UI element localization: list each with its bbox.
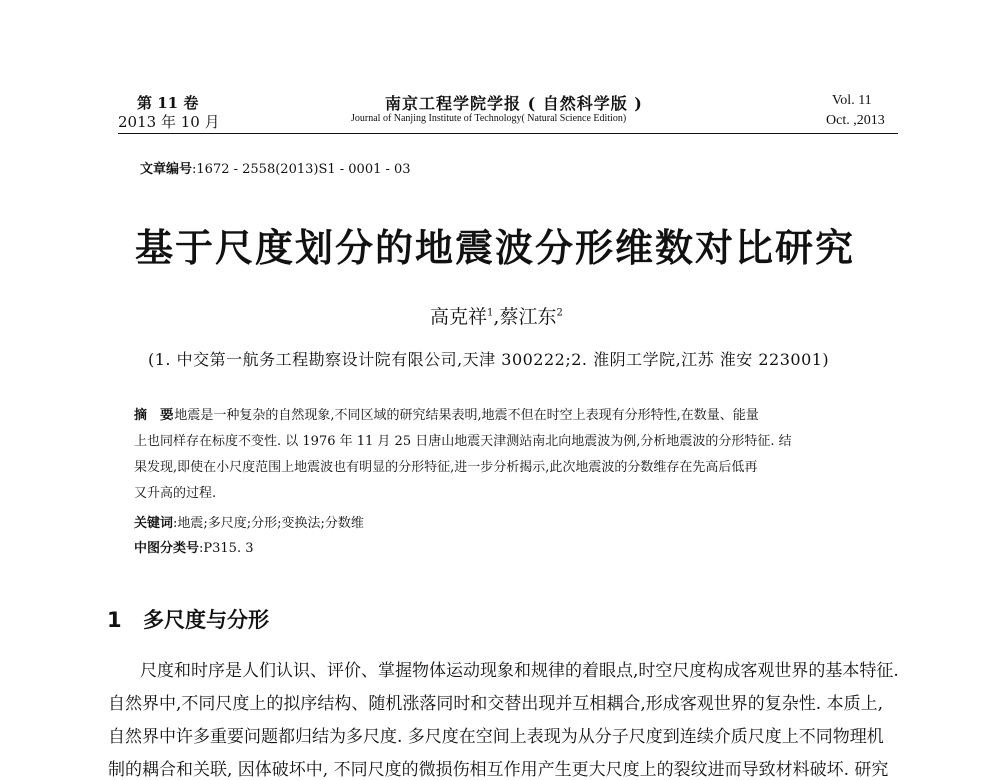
- clc-label: 中图分类号: [134, 541, 200, 556]
- section-title: 多尺度与分形: [143, 608, 269, 632]
- keywords-value: :地震;多尺度;分形;变换法;分数维: [173, 516, 364, 531]
- clc-number: [134, 537, 254, 556]
- volume-en: Vol. 11: [832, 93, 872, 108]
- abstract-line: 又升高的过程.: [134, 486, 217, 501]
- abstract-line: 上也同样存在标度不变性. 以 1976 年 11 月 25 日唐山地震天津测站南北向地震波为例,分析地震波的分形特征. 结: [134, 434, 792, 449]
- article-number-value: :1672 - 2558(2013)S1 - 0001 - 03: [192, 162, 411, 177]
- date-cn: 2013 年 10 月: [118, 113, 220, 131]
- section-number: 1: [107, 608, 122, 632]
- abstract-line: 果发现,即使在小尺度范围上地震波也有明显的分形特征,进一步分析揭示,此次地震波的分数维存在先高后低再: [134, 460, 758, 475]
- authors: [430, 302, 563, 329]
- author-1: 高克祥: [430, 306, 488, 328]
- keywords: [134, 512, 364, 531]
- journal-title-cn: 南京工程学院学报 ( 自然科学版 ): [385, 94, 643, 113]
- abstract-line: :地震是一种复杂的自然现象,不同区域的研究结果表明,地震不但在时空上表现有分形特性,在数量、能量: [170, 408, 759, 423]
- header-rule: [118, 133, 898, 134]
- paper-title: 基于尺度划分的地震波分形维数对比研究: [135, 226, 856, 270]
- clc-value: :P315. 3: [199, 541, 254, 556]
- body-line: 制的耦合和关联, 因体破坏中, 不同尺度的微损伤相互作用产生更大尺度上的裂纹进而导致材料破坏. 研究: [108, 760, 889, 780]
- abstract-label: 摘 要: [134, 408, 174, 423]
- body-line: 自然界中,不同尺度上的拟序结构、随机涨落同时和交替出现并互相耦合,形成客观世界的复杂性. 本质上,: [108, 694, 884, 714]
- author-2: 蔡江东: [499, 306, 557, 328]
- article-number-label: 文章编号: [140, 162, 193, 177]
- body-line: 尺度和时序是人们认识、评价、掌握物体运动现象和规律的着眼点,时空尺度构成客观世界的基本特征.: [140, 661, 899, 681]
- body-line: 自然界中许多重要问题都归结为多尺度. 多尺度在空间上表现为从分子尺度到连续介质尺度上不同物理机: [108, 727, 884, 747]
- author-1-affil: 1: [487, 307, 494, 319]
- keywords-label: 关键词: [134, 516, 174, 531]
- journal-title-en: Journal of Nanjing Institute of Technology( Natural Science Edition): [351, 113, 627, 124]
- volume-cn: 第 11 卷: [137, 94, 199, 112]
- author-2-affil: 2: [556, 307, 563, 319]
- section-heading: [107, 604, 269, 634]
- article-number: [140, 158, 411, 177]
- date-en: Oct. ,2013: [826, 113, 885, 128]
- affiliations: (1. 中交第一航务工程勘察设计院有限公司,天津 300222;2. 淮阴工学院,江苏 淮安 223001): [148, 350, 830, 369]
- author-separator: ,: [493, 306, 500, 328]
